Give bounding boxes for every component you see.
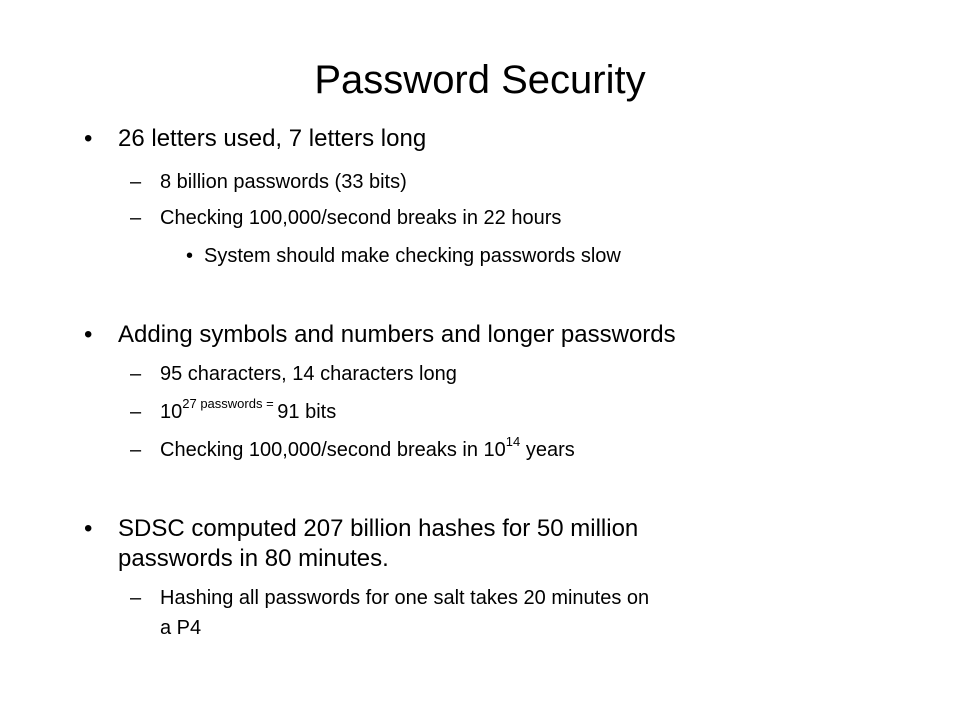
bullet-marker: • [186, 245, 194, 267]
sub-bullet-item [130, 360, 457, 388]
exponent-base: 10 [160, 401, 183, 423]
years-text: years [520, 439, 575, 461]
bullet-marker: • [84, 321, 93, 348]
bullet-marker: • [84, 125, 93, 152]
sub-sub-bullet-text: System should make checking passwords slow [204, 245, 621, 267]
dash-marker: – [130, 401, 142, 423]
break-time-text: Checking 100,000/second breaks in 10 [160, 439, 506, 461]
exponent: 14 [505, 434, 521, 449]
dash-marker: – [130, 363, 142, 385]
sub-bullet-text [160, 396, 337, 423]
sub-bullet-text [160, 434, 575, 461]
sub-bullet-item [130, 204, 562, 232]
sub-bullet-text-line2: a P4 [160, 617, 202, 639]
sub-bullet-text: Checking 100,000/second breaks in 22 hours [160, 207, 562, 229]
sub-sub-bullet-item [186, 242, 621, 270]
bits-text: 91 bits [277, 401, 337, 423]
slide-title: Password Security [314, 58, 646, 102]
bullet-text-line2: passwords in 80 minutes. [118, 545, 389, 572]
dash-marker: – [130, 171, 142, 193]
dash-marker: – [130, 439, 142, 461]
bullet-marker: • [84, 515, 93, 542]
sub-bullet-item [130, 434, 575, 464]
sub-bullet-text-continuation [160, 614, 201, 642]
bullet-item [84, 320, 676, 350]
bullet-item [84, 124, 427, 154]
dash-marker: – [130, 587, 142, 609]
sub-bullet-text: 95 characters, 14 characters long [160, 363, 457, 385]
sub-bullet-text: 8 billion passwords (33 bits) [160, 171, 407, 193]
superscript-text: passwords = [196, 396, 278, 411]
sub-bullet-text-line1: Hashing all passwords for one salt takes 20 minutes on [160, 587, 650, 609]
exponent: 27 [182, 396, 197, 411]
dash-marker: – [130, 207, 142, 229]
sub-bullet-item [130, 584, 650, 612]
bullet-item [84, 514, 639, 544]
bullet-text: Adding symbols and numbers and longer passwords [118, 321, 676, 348]
bullet-text-line1: SDSC computed 207 billion hashes for 50 million [118, 515, 639, 542]
sub-bullet-item [130, 396, 337, 426]
bullet-text: 26 letters used, 7 letters long [118, 125, 427, 152]
bullet-text-continuation [118, 544, 389, 574]
sub-bullet-item [130, 168, 407, 196]
